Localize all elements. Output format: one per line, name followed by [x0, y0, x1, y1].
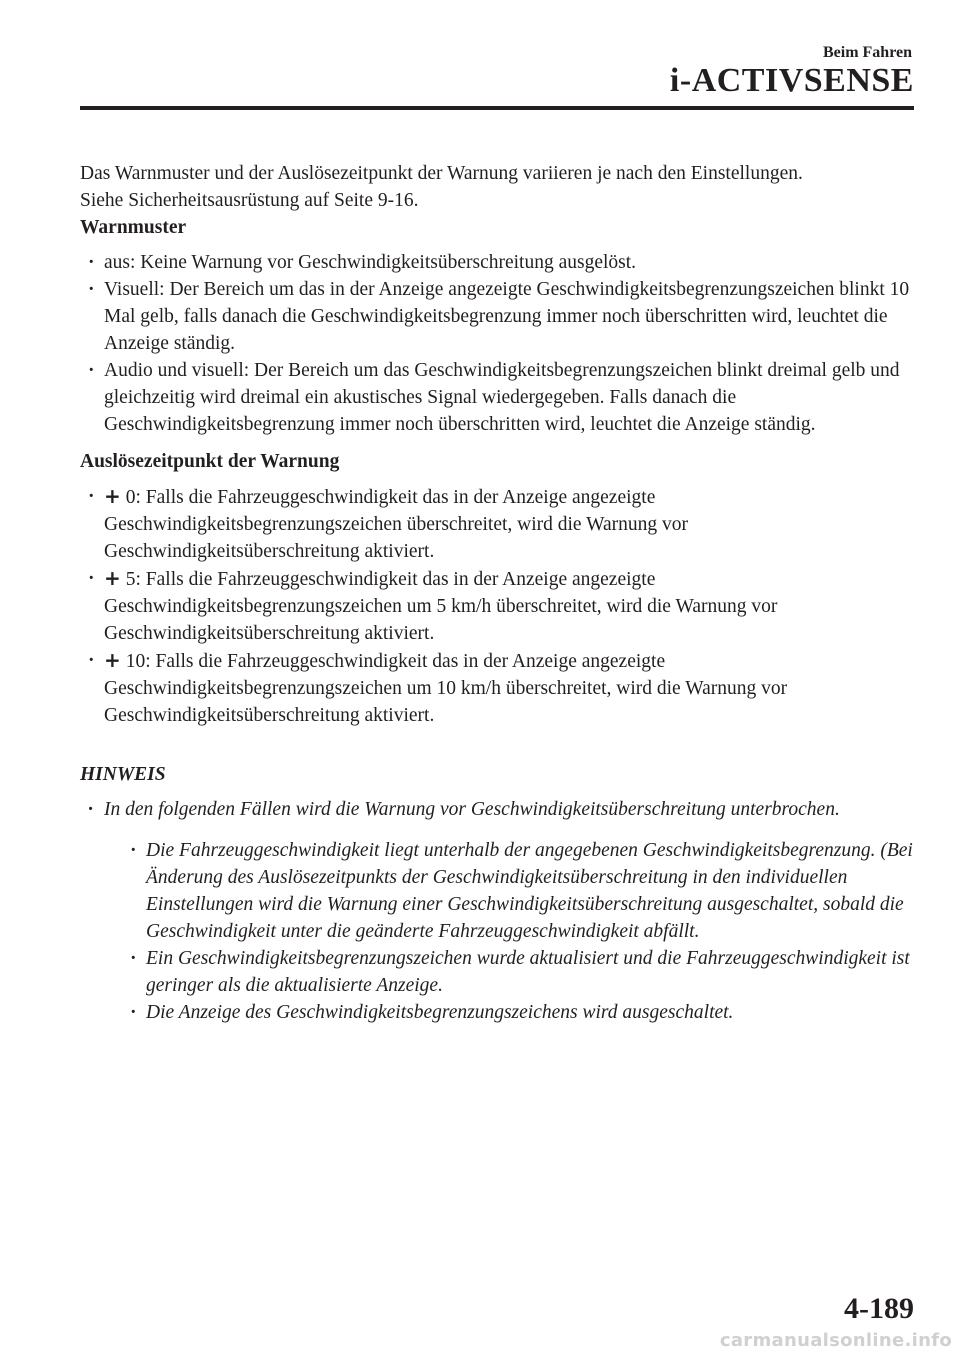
list-item [104, 483, 915, 565]
note-sublist [104, 837, 915, 1026]
list-item: · aus: Keine Warnung vor Geschwindigkeitsüberschreitung ausgelöst. [104, 249, 915, 276]
timing-list [80, 483, 915, 729]
list-item: · Die Fahrzeuggeschwindigkeit liegt unterhalb der angegebenen Geschwindigkeitsbegrenzung. (Bei Änderung des Auslösezeitpunkts der Geschwindigkeitsüberschreitung in den individuellen Einstellungen wird die Warnung einer Geschwindigkeitsüberschreitung ausgeschaltet, sobald die Geschwindigkeit unter die geänderte Fahrzeuggeschwindigkeit abfällt. [146, 837, 915, 945]
list-item: · Die Anzeige des Geschwindigkeitsbegrenzungszeichens wird ausgeschaltet. [146, 999, 915, 1026]
list-item: · Audio und visuell: Der Bereich um das Geschwindigkeitsbegrenzungszeichen blinkt dreimal gelb und gleichzeitig wird dreimal ein akustisches Signal wiedergegeben. Falls danach die Geschwindigkeitsbegrenzung immer noch überschritten wird, leuchtet die Anzeige ständig. [104, 357, 915, 438]
section-label: Beim Fahren [822, 44, 912, 61]
plus-icon: + [104, 566, 121, 590]
plus-icon: + [104, 484, 121, 508]
timing-option-text: 0: Falls die Fahrzeuggeschwindigkeit das in der Anzeige angezeigte Geschwindigkeitsbegrenzungszeichen überschreitet, wird die Warnung vor Geschwindigkeitsüberschreitung aktiviert. [104, 487, 688, 562]
list-item [104, 796, 915, 1026]
list-item [104, 647, 915, 729]
page-content [80, 160, 915, 1036]
note-main-text: In den folgenden Fällen wird die Warnung vor Geschwindigkeitsüberschreitung unterbrochen. [104, 799, 840, 820]
plus-icon: + [104, 648, 121, 672]
warnmuster-heading: Warnmuster [80, 217, 187, 238]
list-item: · Ein Geschwindigkeitsbegrenzungszeichen wurde aktualisiert und die Fahrzeuggeschwindigkeit ist geringer als die aktualisierte Anzeige. [146, 945, 915, 999]
note-heading: HINWEIS [80, 764, 166, 785]
note-list [80, 796, 915, 1026]
timing-option-text: 5: Falls die Fahrzeuggeschwindigkeit das in der Anzeige angezeigte Geschwindigkeitsbegrenzungszeichen um 5 km/h überschreitet, wird die Warnung vor Geschwindigkeitsüberschreitung aktiviert. [104, 569, 778, 644]
header-divider [80, 106, 914, 110]
timing-option-text: 10: Falls die Fahrzeuggeschwindigkeit das in der Anzeige angezeigte Geschwindigkeitsbegrenzungszeichen um 10 km/h überschreitet, wird die Warnung vor Geschwindigkeitsüberschreitung aktiviert. [104, 651, 788, 726]
list-item: · Visuell: Der Bereich um das in der Anzeige angezeigte Geschwindigkeitsbegrenzungszeichen blinkt 10 Mal gelb, falls danach die Geschwindigkeitsbegrenzung immer noch überschritten wird, leuchtet die Anzeige ständig. [104, 276, 915, 357]
chapter-title: i-ACTIVSENSE [669, 62, 914, 99]
watermark: carmanualsonline.info [719, 1330, 952, 1351]
timing-heading: Auslösezeitpunkt der Warnung [80, 451, 340, 472]
intro-text: Das Warnmuster und der Auslösezeitpunkt der Warnung variieren je nach den Einstellungen. [80, 163, 803, 184]
warnmuster-list [80, 249, 915, 438]
page-number: 4-189 [844, 1292, 914, 1325]
cross-reference: Siehe Sicherheitsausrüstung auf Seite 9-16. [80, 190, 419, 211]
list-item [104, 565, 915, 647]
